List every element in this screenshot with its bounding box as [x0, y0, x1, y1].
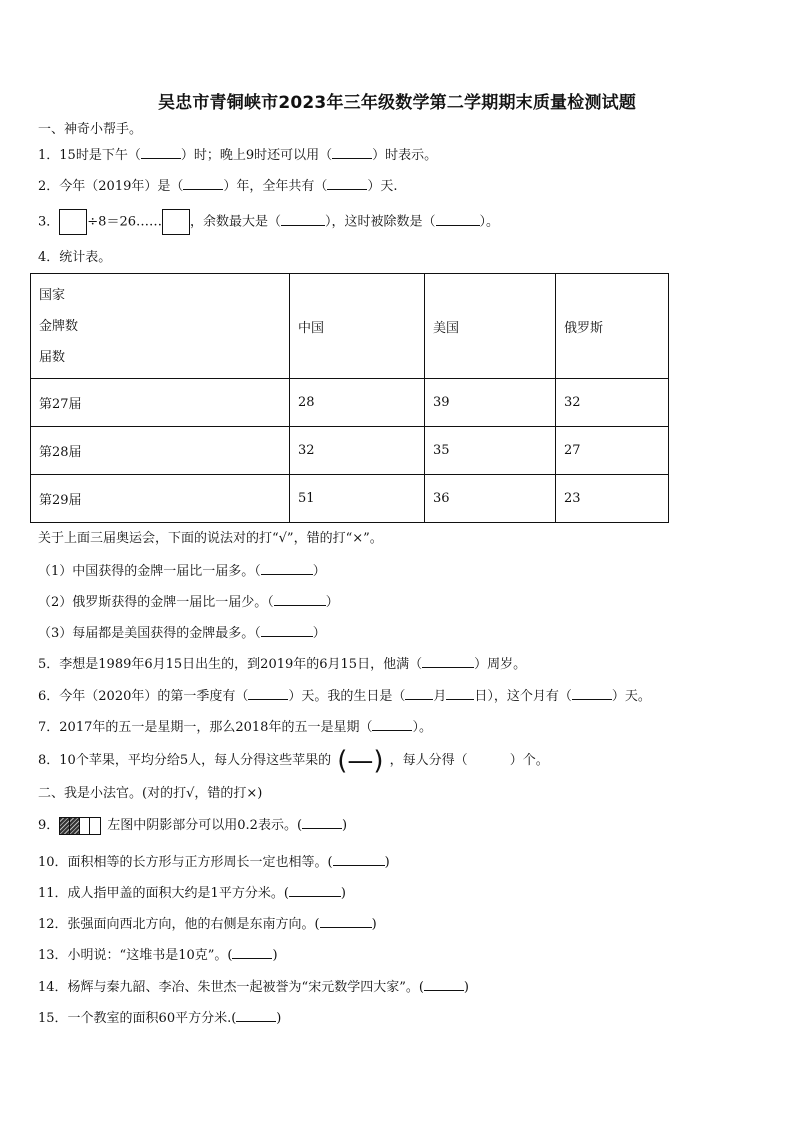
question-4-intro: 关于上面三届奥运会，下面的说法对的打“√”，错的打“×”。: [38, 531, 383, 546]
question-8: 8．10个苹果，平均分给5人，每人分得这些苹果的 (—) ，每人分得（ ）个。: [38, 745, 549, 776]
answer-blank[interactable]: [320, 914, 372, 928]
answer-blank[interactable]: [333, 852, 385, 866]
answer-blank[interactable]: [446, 686, 474, 700]
shaded-grid-figure: [59, 817, 101, 835]
page-title: 吴忠市青铜峡市2023年三年级数学第二学期期末质量检测试题: [157, 93, 637, 113]
answer-blank[interactable]: [248, 686, 288, 700]
question-10: 10．面积相等的长方形与正方形周长一定也相等。( ): [38, 852, 390, 872]
table-corner-cell: 国家 金牌数 届数: [31, 274, 290, 379]
answer-blank[interactable]: [289, 883, 341, 897]
answer-blank[interactable]: [436, 212, 480, 226]
medal-table: [30, 273, 669, 523]
answer-blank[interactable]: [405, 686, 433, 700]
answer-blank[interactable]: [236, 1008, 276, 1022]
answer-blank[interactable]: [372, 717, 412, 731]
statement-3: （3）每届都是美国获得的金牌最多。（ ）: [38, 623, 326, 643]
answer-blank[interactable]: [281, 212, 325, 226]
answer-blank[interactable]: [302, 815, 342, 829]
statement-2: （2）俄罗斯获得的金牌一届比一届少。（ ）: [38, 592, 339, 612]
answer-blank[interactable]: [332, 145, 372, 159]
question-9: 9． 左图中阴影部分可以用0.2表示。( ): [38, 815, 347, 836]
table-row: 第28届 32 35 27: [31, 427, 669, 475]
answer-blank[interactable]: [327, 176, 367, 190]
table-header-russia: 俄罗斯: [556, 274, 669, 379]
question-15: 15．一个教室的面积60平方分米.( ): [38, 1008, 281, 1028]
statement-1: （1）中国获得的金牌一届比一届多。（ ）: [38, 561, 326, 581]
section1-heading: 一、神奇小帮手。: [38, 122, 143, 137]
question-12: 12．张强面向西北方向，他的右侧是东南方向。( ): [38, 914, 377, 934]
answer-blank[interactable]: [183, 176, 223, 190]
question-1: 1．15时是下午（ ）时；晚上9时还可以用（ ）时表示。: [38, 145, 437, 165]
question-7: 7．2017年的五一是星期一，那么2018年的五一是星期（ ）。: [38, 717, 432, 737]
table-header-usa: 美国: [425, 274, 556, 379]
dividend-box[interactable]: [59, 209, 87, 235]
question-3: 3． ÷8＝26…… ，余数最大是（ ），这时被除数是（ ）。: [38, 209, 499, 236]
remainder-box[interactable]: [162, 209, 190, 235]
answer-blank[interactable]: [422, 654, 474, 668]
answer-blank[interactable]: [572, 686, 612, 700]
answer-blank[interactable]: [424, 977, 464, 991]
table-row: 第27届 28 39 32: [31, 379, 669, 427]
answer-blank[interactable]: [274, 592, 326, 606]
question-6: 6．今年（2020年）的第一季度有（ ）天。我的生日是（ 月 日），这个月有（ ）天。: [38, 686, 651, 706]
section2-heading: 二、我是小法官。(对的打√，错的打×): [38, 786, 263, 801]
answer-blank[interactable]: [261, 623, 313, 637]
answer-blank[interactable]: [232, 945, 272, 959]
question-2: 2．今年（2019年）是（ ）年，全年共有（ ）天.: [38, 176, 398, 196]
answer-blank[interactable]: [141, 145, 181, 159]
question-5: 5．李想是1989年6月15日出生的，到2019年的6月15日，他满（ ）周岁。: [38, 654, 526, 674]
question-11: 11．成人指甲盖的面积大约是1平方分米。( ): [38, 883, 346, 903]
table-row: 第29届 51 36 23: [31, 475, 669, 523]
question-13: 13．小明说：“这堆书是10克”。( ): [38, 945, 278, 965]
fraction-blank[interactable]: (—): [337, 745, 384, 776]
answer-blank[interactable]: [261, 561, 313, 575]
question-4-heading: 4．统计表。: [38, 250, 112, 265]
question-14: 14．杨辉与秦九韶、李冶、朱世杰一起被誉为“宋元数学四大家”。( ): [38, 977, 469, 997]
table-header-china: 中国: [290, 274, 425, 379]
